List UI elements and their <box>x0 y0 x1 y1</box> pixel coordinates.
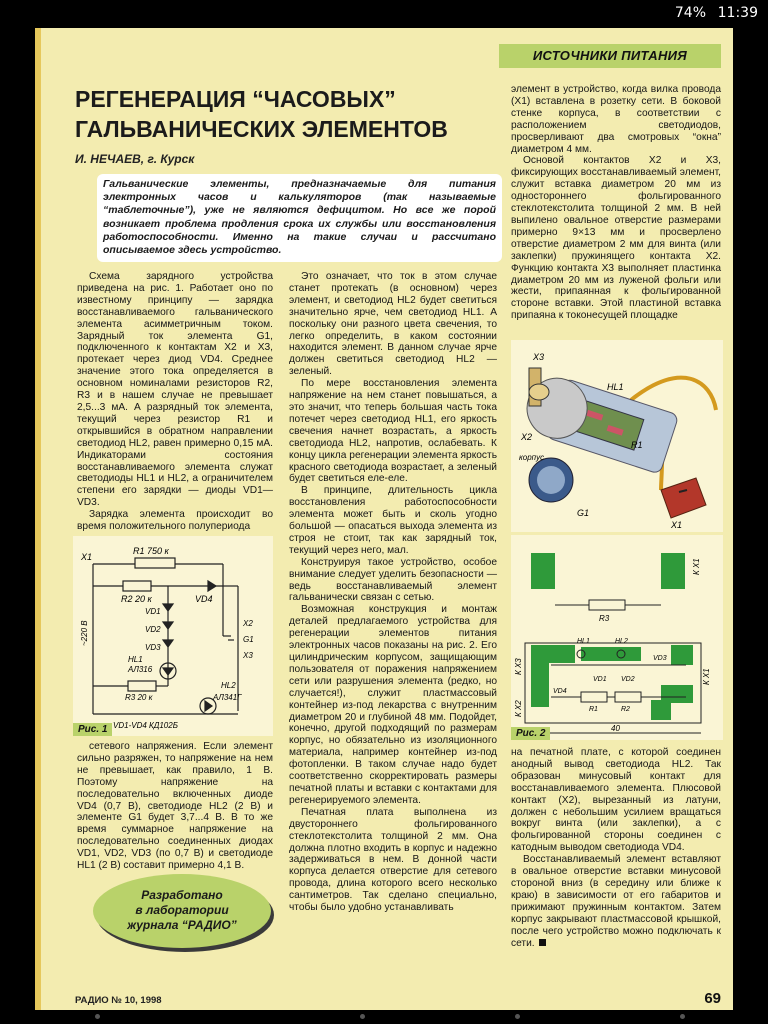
nav-dot-icon[interactable] <box>360 1014 365 1019</box>
label-r2: R2 <box>621 706 630 713</box>
paragraph: Печатная плата выполнена из двустороннего фольгированного стеклотекстолита толщиной 2 мм. Она должна плотно входить в корпус и надежно задерживаться в нем. В донной части корпуса делается отверстие для сетевого провода, длина которого всего несколько сантиметров. Так сделано специально, чтобы было удобно устанавливать <box>289 806 497 914</box>
label-r1: R1 <box>589 706 598 713</box>
status-bar <box>0 0 768 28</box>
label-vd2: VD2 <box>145 625 161 634</box>
paragraph-text: Восстанавливаемый элемент вставляют в овальное отверстие вставки минусовой стороной вниз (в середину или ближе к краю) в зависимости от его габаритов и прижимают пружинным контактом. Затем корпус закрывают пластмассовой крышкой, после чего устройство можно подключать к сети. <box>511 854 721 949</box>
column-2 <box>289 271 497 914</box>
paragraph: сетевого напряжения. Если элемент сильно разряжен, то напряжение на нем не превышает, как правило, 1 В. Поэтому напряжение на последовательно включенных диоде VD4 (0,7 В), светодиоде HL2 (2 В) и элементе G1 будет 3,7...4 В. В то же время суммарное напряжение на последовательно соединенных диодах VD1, VD2, VD3 (по 0,7 В) и светодиоде HL1 (2 В) составит примерно 4,1 В. <box>77 741 273 872</box>
paragraph: Это означает, что ток в этом случае станет протекать (в основном) через элемент, и светодиод HL2 будет светиться значительно ярче, чем светодиод HL1. А поскольку они разного цвета свечения, то легко определить, в каком состоянии находится элемент. В данном случае ярче должен светиться светодиод HL2 — зеленый. <box>289 271 497 378</box>
label-diode-type: VD1-VD4 КД102Б <box>113 721 178 730</box>
label-r3: R3 <box>599 614 610 623</box>
title-line-2: ГАЛЬВАНИЧЕСКИХ ЭЛЕМЕНТОВ <box>75 116 448 142</box>
label-k-x1-right: К X1 <box>702 668 711 685</box>
label-x2: X2 <box>521 432 533 442</box>
article-lead: Гальванические элементы, предназначаемые для питания электронных часов и калькуляторов (так называемые “таблеточные”), уже не являются дефицитом. Но все же порой возникает проблема продления срока их службы или восстановления работоспособности. Именно на такие случаи и рассчитано описываемое здесь устройство. <box>97 174 502 262</box>
label-vd3: VD3 <box>653 655 667 662</box>
schematic-drawing <box>73 536 273 736</box>
column-1-top <box>77 271 273 533</box>
label-hl2: HL2 <box>615 638 628 645</box>
footer-magazine: РАДИО № 10, 1998 <box>75 995 162 1006</box>
label-korpus: корпус <box>519 453 545 462</box>
badge-line-3: журнала “РАДИО” <box>127 918 237 932</box>
label-r3: R3 20 к <box>125 693 153 702</box>
label-x1: X1 <box>671 520 683 530</box>
article-title <box>75 84 535 144</box>
paragraph: По мере восстановления элемента напряжение на нем станет повышаться, а это значит, что теперь большая часть тока потечет через светодиод HL1, его яркость свечения начнет возрастать, а яркость светодиода HL2, напротив, ослабевать. К концу цикла регенерации элемента яркость красного светодиода возрастает, а зеленый будет светиться еле-еле. <box>289 378 497 485</box>
paragraph: на печатной плате, с которой соединен анодный вывод светодиода HL2. Так образован минусовый контакт для восстанавливаемого элемента. Плюсовой контакт (X2), вырезанный из латуни, должен с небольшим усилием вращаться вокруг винта (или заклепки), а с фольгированной стороны соединен с катодным выводом светодиода VD4. <box>511 747 721 854</box>
label-k-x1-top: К X1 <box>692 558 701 575</box>
label-vd1: VD1 <box>593 676 607 683</box>
label-hl2-type: АЛ341Г <box>213 693 242 702</box>
label-hl1: HL1 <box>607 382 624 392</box>
figure-1-caption: Рис. 1 <box>73 723 112 736</box>
label-vd4: VD4 <box>195 594 213 604</box>
label-hl1: HL1 <box>128 655 143 664</box>
column-1-bottom <box>77 741 273 872</box>
title-line-1: РЕГЕНЕРАЦИЯ “ЧАСОВЫХ” <box>75 86 396 112</box>
figure-2-pcb <box>511 535 723 740</box>
label-g1: G1 <box>243 635 254 644</box>
badge-line-1: Разработано <box>141 888 223 902</box>
label-hl1: HL1 <box>577 638 590 645</box>
label-mains: ~220 В <box>80 620 89 646</box>
paragraph <box>511 854 721 949</box>
paragraph: Возможная конструкция и монтаж деталей предлагаемого устройства для регенерации элементов питания электронных часов показаны на рис. 2. Его цилиндрическим корпусом, защищающим пользователя от поражения напряжением сети или разрушения элемента (редко, но случается!), служит пластмассовый контейнер из-под лекарства с внутренним диаметром 20 и глубиной 48 мм. Подойдет, конечно, другой подходящий по размерам корпус, но обязательно из изоляционного материала, например контейнер из-под фотопленки. В таком случае надо будет соответственно скорректировать размеры печатной платы и вставки с контактами для регенерируемого элемента. <box>289 604 497 806</box>
magazine-page[interactable] <box>35 28 733 1010</box>
figure-device-illustration <box>511 340 723 532</box>
page-number: 69 <box>704 990 721 1007</box>
paragraph: Схема зарядного устройства приведена на рис. 1. Работает оно по известному принципу — зарядка восстанавливаемого гальванического элемента асимметричным током. Зарядный ток элемента G1, подключенного к контактам X2 и X3, протекает через диод VD4. Среднее значение этого тока определяется в основном номиналами резисторов R2, R3 и в нашем случае не превышает 2,5...3 мА. А разрядный ток элемента, текущий через резистор R1 и открывшийся в обратном направлении светодиод HL2, равен примерно 0,15 мА. Индикаторами состояния восстанавливаемого элемента служат светодиоды HL1 и HL2, а ограничителем степени его зарядки — диоды VD1—VD3. <box>77 271 273 509</box>
paragraph: В принципе, длительность цикла восстановления работоспособности элемента может быть и сколь угодно большой — опасаться выхода элемента из строя не стоит, так как зарядный ток, текущий через него, мал. <box>289 485 497 556</box>
paragraph: Основой контактов X2 и X3, фиксирующих восстанавливаемый элемент, служит вставка диаметром 20 мм из одностороннего фольгированного стеклотекстолита толщиной 2 мм. В ней выпилено овальное отверстие размерами примерно 9×13 мм и просверлено отверстие диаметром 2 мм для винта (или заклепки) пружинящего контакта X2. Функцию контакта X3 выполняет пластинка диаметром 20 мм из луженой фольги или жести, припаянная к фольгированной стороне вставки. Этой пластиной вставка припаяна к токонесущей площадке <box>511 155 721 322</box>
bottom-bar <box>0 1010 768 1024</box>
label-r1: R1 <box>631 440 643 450</box>
label-r2: R2 20 к <box>121 594 152 604</box>
lab-badge <box>93 874 271 948</box>
paragraph: элемент в устройство, когда вилка провода (X1) вставлена в розетку сети. В боковой стенке корпуса, в соответствии с расположением светодиодов, просверливают два смотровых “окна” диаметром 4 мм. <box>511 84 721 155</box>
article-author: И. НЕЧАЕВ, г. Курск <box>75 152 195 166</box>
label-k-x3: К X3 <box>514 658 523 675</box>
nav-dot-icon[interactable] <box>680 1014 685 1019</box>
label-g1: G1 <box>577 508 590 518</box>
label-r1: R1 750 к <box>133 546 169 556</box>
label-dimension: 40 <box>611 724 620 733</box>
label-vd3: VD3 <box>145 643 161 652</box>
device-drawing <box>511 340 723 532</box>
label-vd1: VD1 <box>145 607 161 616</box>
label-hl1-type: АЛ316 <box>128 665 153 674</box>
column-3-top <box>511 84 721 322</box>
column-3-bottom <box>511 747 721 949</box>
battery-indicator: 74% <box>674 5 706 21</box>
label-vd2: VD2 <box>621 676 635 683</box>
label-x3: X3 <box>533 352 545 362</box>
label-k-x2: К X2 <box>514 700 523 717</box>
clock: 11:39 <box>717 5 758 21</box>
nav-dot-icon[interactable] <box>95 1014 100 1019</box>
pcb-drawing <box>511 535 723 740</box>
label-vd4: VD4 <box>553 688 567 695</box>
figure-1-schematic <box>73 536 273 736</box>
nav-dot-icon[interactable] <box>515 1014 520 1019</box>
page-edge-strip <box>35 28 41 1010</box>
label-x3: X3 <box>243 651 253 660</box>
section-header: ИСТОЧНИКИ ПИТАНИЯ <box>499 44 721 68</box>
end-of-article-icon <box>539 939 546 946</box>
badge-line-2: в лаборатории <box>135 903 229 917</box>
label-x1: X1 <box>81 552 93 562</box>
label-hl2: HL2 <box>221 681 236 690</box>
label-x2: X2 <box>243 619 253 628</box>
paragraph: Конструируя такое устройство, особое внимание следует уделить безопасности — ведь восстанавливаемый элемент гальванически связан с сетью. <box>289 556 497 604</box>
paragraph: Зарядка элемента происходит во время положительного полупериода <box>77 509 273 533</box>
figure-2-caption: Рис. 2 <box>511 727 550 740</box>
